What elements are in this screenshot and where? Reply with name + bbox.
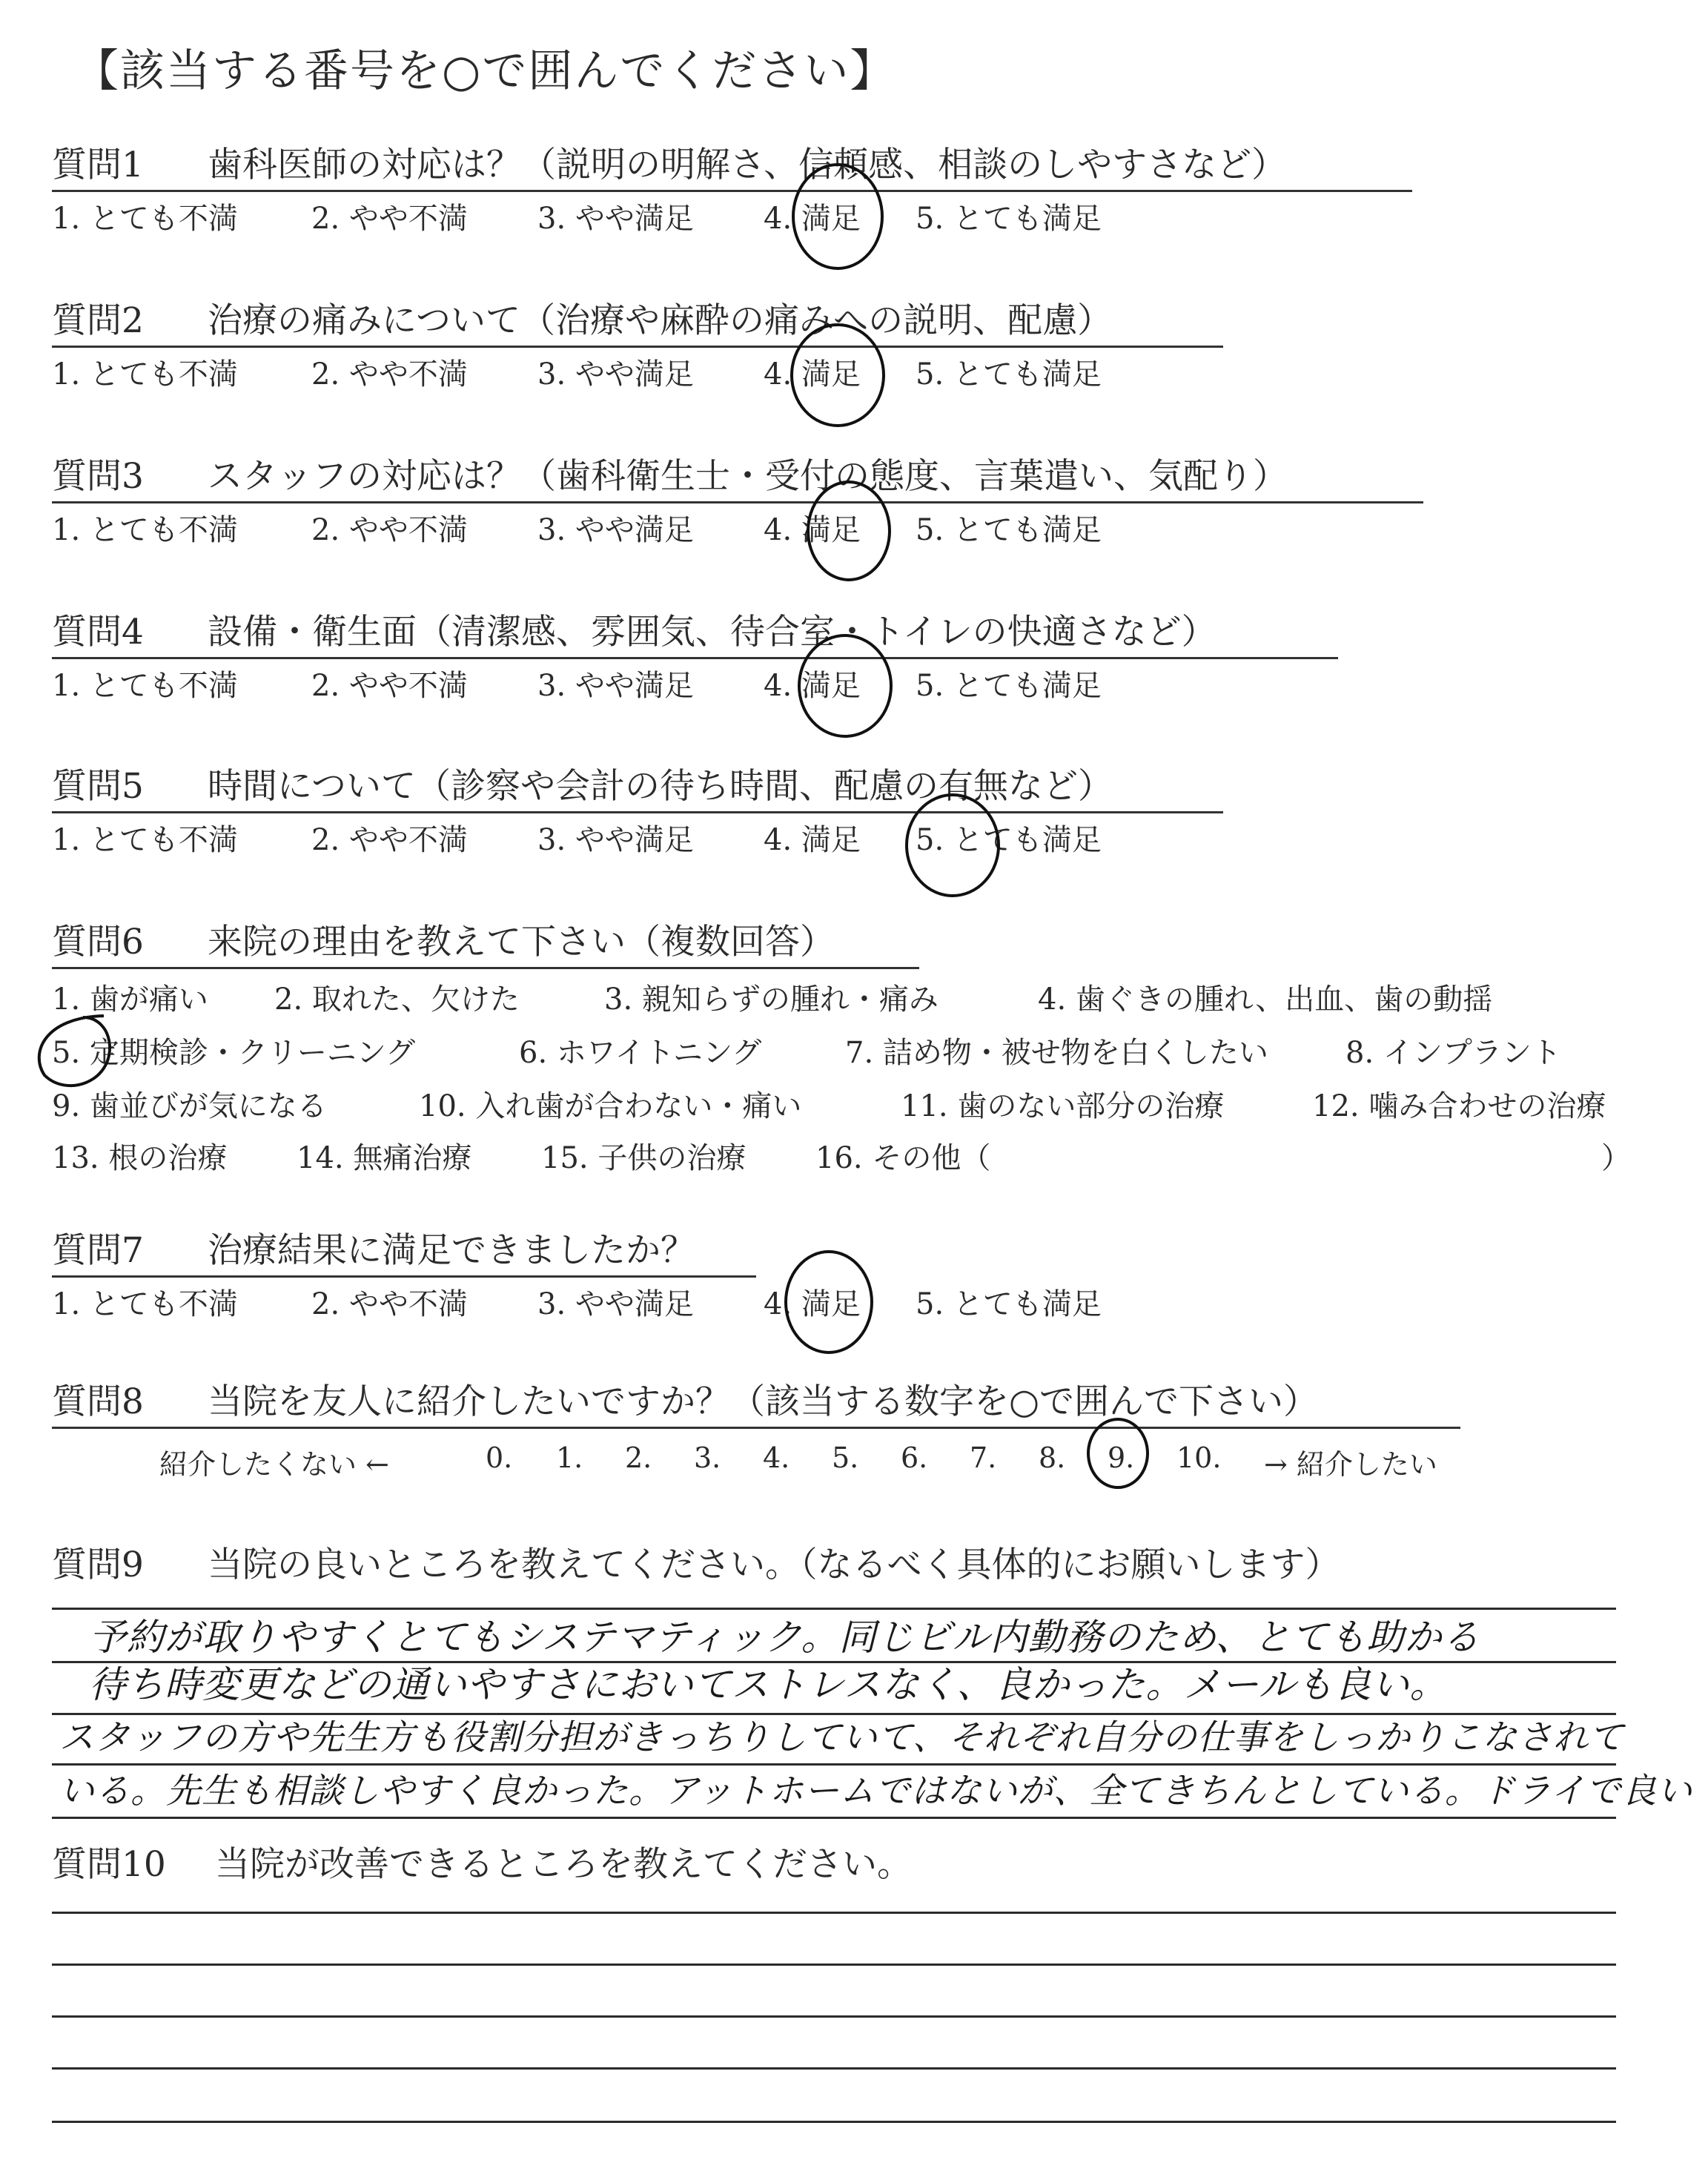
question-1-text: 歯科医師の対応は？（説明の明解さ、信頼感、相談のしやすさなど） xyxy=(208,145,1287,185)
q2-option-1[interactable]: 1. とても不満 xyxy=(52,357,238,392)
question-8-heading xyxy=(52,1379,1460,1429)
question-10-number: 質問10 xyxy=(52,1844,166,1885)
q8-left-label: 紹介したくない ← xyxy=(159,1448,389,1481)
question-10 xyxy=(52,1842,912,1888)
q6-option-9[interactable]: 9. 歯並びが気になる xyxy=(52,1089,327,1123)
q2-option-3[interactable]: 3. やや満足 xyxy=(537,357,694,392)
question-6-heading xyxy=(52,919,919,969)
q5-option-4[interactable]: 4. 満足 xyxy=(764,823,861,857)
question-2-number: 質問2 xyxy=(52,300,144,341)
question-3-text: スタッフの対応は？（歯科衛生士・受付の態度、言葉遣い、気配り） xyxy=(208,456,1288,497)
q6-option-10[interactable]: 10. 入れ歯が合わない・痛い xyxy=(419,1089,802,1123)
q8-option-5[interactable]: 5. xyxy=(832,1441,859,1474)
q6-option-14[interactable]: 14. 無痛治療 xyxy=(297,1141,472,1175)
q8-option-7[interactable]: 7. xyxy=(970,1441,997,1474)
question-1-number: 質問1 xyxy=(52,145,144,185)
question-4-heading xyxy=(52,610,1338,659)
q6-option-4[interactable]: 4. 歯ぐきの腫れ、出血、歯の動揺 xyxy=(1038,982,1493,1017)
q4-option-4[interactable]: 4. 満足 xyxy=(764,669,861,703)
q1-option-2[interactable]: 2. やや不満 xyxy=(311,202,468,236)
q8-option-0[interactable]: 0. xyxy=(486,1441,513,1474)
q4-option-5[interactable]: 5. とても満足 xyxy=(916,669,1102,703)
q6-option-5[interactable]: 5. 定期検診・クリーニング xyxy=(52,1036,416,1070)
form-title: 【該当する番号を○で囲んでください】 xyxy=(74,45,896,97)
question-5-text: 時間について（診察や会計の待ち時間、配慮の有無など） xyxy=(208,766,1113,807)
q10-answer-line[interactable] xyxy=(52,1912,1616,1914)
question-7 xyxy=(52,1228,1102,1321)
question-5-heading xyxy=(52,764,1223,813)
question-1 xyxy=(52,142,1412,236)
q7-option-3[interactable]: 3. やや満足 xyxy=(537,1287,694,1321)
q7-option-1[interactable]: 1. とても不満 xyxy=(52,1287,238,1321)
q3-option-4[interactable]: 4. 満足 xyxy=(764,513,861,547)
q6-option-8[interactable]: 8. インプラント xyxy=(1345,1036,1561,1070)
q8-option-6[interactable]: 6. xyxy=(901,1441,928,1474)
question-8-number: 質問8 xyxy=(52,1381,144,1422)
question-2-heading xyxy=(52,298,1223,348)
question-4 xyxy=(52,610,1338,703)
q5-option-1[interactable]: 1. とても不満 xyxy=(52,823,238,857)
q6-option-16[interactable]: 16. その他（ xyxy=(815,1141,991,1175)
q8-option-3[interactable]: 3. xyxy=(694,1441,721,1474)
q8-option-8[interactable]: 8. xyxy=(1039,1441,1066,1474)
question-3 xyxy=(52,454,1423,547)
q4-option-2[interactable]: 2. やや不満 xyxy=(311,669,468,703)
q7-option-5[interactable]: 5. とても満足 xyxy=(916,1287,1102,1321)
question-9-heading xyxy=(52,1542,1340,1588)
q4-option-3[interactable]: 3. やや満足 xyxy=(537,669,694,703)
question-9-text: 当院の良いところを教えてください。（なるべく具体的にお願いします） xyxy=(208,1545,1340,1585)
q10-answer-line[interactable] xyxy=(52,1964,1616,1966)
question-7-heading xyxy=(52,1228,756,1278)
q6-option-12[interactable]: 12. 噛み合わせの治療 xyxy=(1312,1089,1606,1123)
q8-option-4[interactable]: 4. xyxy=(763,1441,790,1474)
q8-option-1[interactable]: 1. xyxy=(556,1441,583,1474)
q10-answer-line[interactable] xyxy=(52,2015,1616,2018)
question-10-text: 当院が改善できるところを教えてください。 xyxy=(215,1844,912,1885)
q1-option-1[interactable]: 1. とても不満 xyxy=(52,202,238,236)
q6-option-3[interactable]: 3. 親知らずの腫れ・痛み xyxy=(604,982,939,1017)
q9-answer-line-3[interactable]: スタッフの方や先生方も役割分担がきっちりしていて、それぞれ自分の仕事をしっかりこなされて xyxy=(59,1717,1625,1758)
question-8-text: 当院を友人に紹介したいですか？（該当する数字を○で囲んで下さい） xyxy=(208,1381,1319,1422)
q6-option-13[interactable]: 13. 根の治療 xyxy=(52,1141,228,1175)
q1-option-5[interactable]: 5. とても満足 xyxy=(916,202,1102,236)
q3-option-5[interactable]: 5. とても満足 xyxy=(916,513,1102,547)
q3-option-2[interactable]: 2. やや不満 xyxy=(311,513,468,547)
question-8 xyxy=(52,1379,1460,1429)
q2-option-2[interactable]: 2. やや不満 xyxy=(311,357,468,392)
q9-answer-line-4[interactable]: いる。先生も相談しやすく良かった。アットホームではないが、全てきちんとしている。ドライで良い xyxy=(59,1771,1693,1811)
q1-option-3[interactable]: 3. やや満足 xyxy=(537,202,694,236)
q5-option-2[interactable]: 2. やや不満 xyxy=(311,823,468,857)
question-7-number: 質問7 xyxy=(52,1230,144,1271)
question-6-number: 質問6 xyxy=(52,922,144,962)
question-4-number: 質問4 xyxy=(52,612,144,653)
q2-option-5[interactable]: 5. とても満足 xyxy=(916,357,1102,392)
question-3-number: 質問3 xyxy=(52,456,144,497)
question-5-number: 質問5 xyxy=(52,766,144,807)
q8-right-label: → 紹介したい xyxy=(1264,1448,1437,1481)
q6-option-2[interactable]: 2. 取れた、欠けた xyxy=(274,982,520,1017)
q1-option-4[interactable]: 4. 満足 xyxy=(764,202,861,236)
q7-option-2[interactable]: 2. やや不満 xyxy=(311,1287,468,1321)
q9-answer-line-2[interactable]: 待ち時変更などの通いやすさにおいてストレスなく、良かった。メールも良い。 xyxy=(89,1663,1448,1706)
q9-answer-line-1[interactable]: 予約が取りやすくとてもシステマティック。同じビル内勤務のため、とても助かる xyxy=(89,1616,1480,1659)
question-7-text: 治療結果に満足できましたか？ xyxy=(208,1230,695,1271)
question-1-heading xyxy=(52,142,1412,192)
q6-option-1[interactable]: 1. 歯が痛い xyxy=(52,982,208,1017)
question-2-text: 治療の痛みについて（治療や麻酔の痛みへの説明、配慮） xyxy=(208,300,1113,341)
q6-option-11[interactable]: 11. 歯のない部分の治療 xyxy=(901,1089,1225,1123)
q3-option-3[interactable]: 3. やや満足 xyxy=(537,513,694,547)
question-6-text: 来院の理由を教えて下さい（複数回答） xyxy=(208,922,835,962)
q8-option-9[interactable]: 9. xyxy=(1108,1441,1135,1474)
q6-option-7[interactable]: 7. 詰め物・被せ物を白くしたい xyxy=(845,1036,1268,1070)
question-3-heading xyxy=(52,454,1423,503)
q8-option-2[interactable]: 2. xyxy=(625,1441,652,1474)
question-4-text: 設備・衛生面（清潔感、雰囲気、待合室・トイレの快適さなど） xyxy=(208,612,1217,653)
q10-answer-line[interactable] xyxy=(52,2121,1616,2123)
q6-option-15[interactable]: 15. 子供の治療 xyxy=(541,1141,747,1175)
question-5 xyxy=(52,764,1223,857)
q6-other-close-paren: ） xyxy=(1601,1141,1631,1175)
q8-option-10[interactable]: 10. xyxy=(1176,1441,1222,1474)
q5-option-3[interactable]: 3. やや満足 xyxy=(537,823,694,857)
q5-option-5[interactable]: 5. とても満足 xyxy=(916,823,1102,857)
question-10-heading xyxy=(52,1842,912,1888)
q6-option-6[interactable]: 6. ホワイトニング xyxy=(519,1036,762,1070)
question-6 xyxy=(52,919,919,969)
question-9-number: 質問9 xyxy=(52,1545,144,1585)
q3-option-1[interactable]: 1. とても不満 xyxy=(52,513,238,547)
question-9 xyxy=(52,1542,1340,1588)
q10-answer-line[interactable] xyxy=(52,2067,1616,2070)
question-2 xyxy=(52,298,1223,392)
q4-option-1[interactable]: 1. とても不満 xyxy=(52,669,238,703)
q2-option-4[interactable]: 4. 満足 xyxy=(764,357,861,392)
q7-option-4[interactable]: 4. 満足 xyxy=(764,1287,861,1321)
q9-answer-rule xyxy=(52,1817,1616,1819)
